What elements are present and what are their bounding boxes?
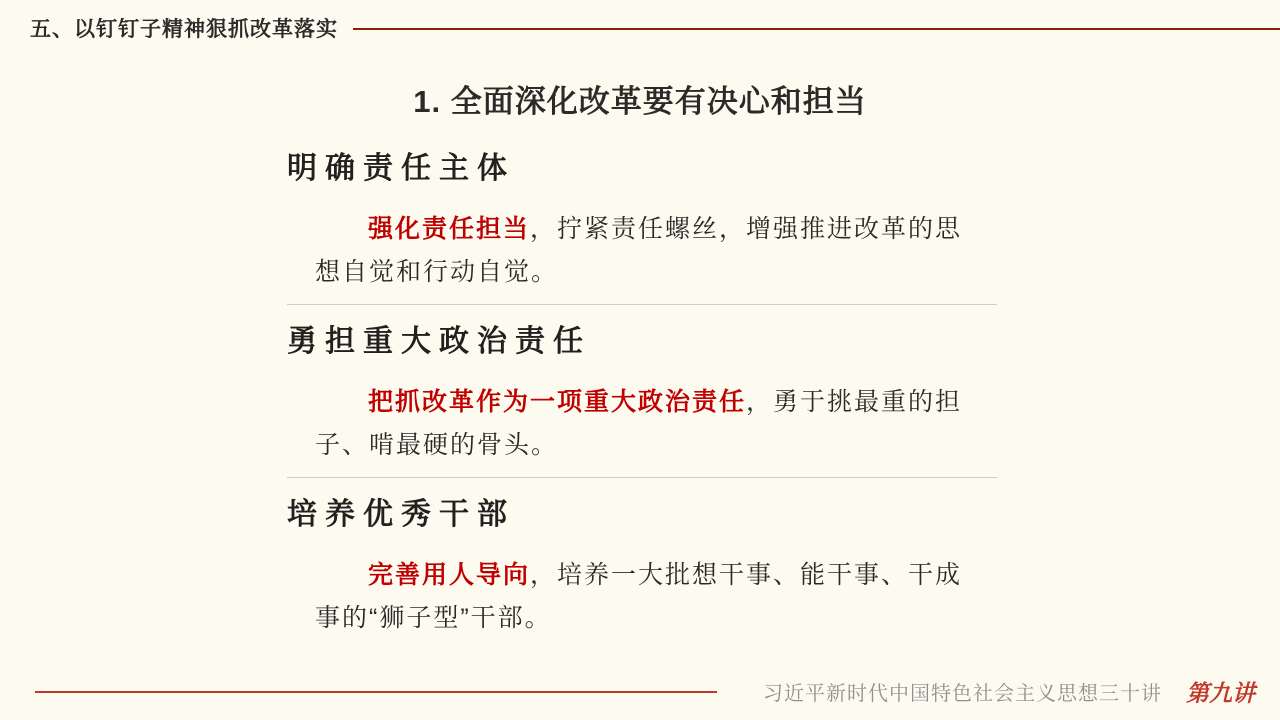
highlight-text: 完善用人导向 <box>368 561 531 589</box>
slide-kicker: 五、以钉钉子精神狠抓改革落实 <box>30 18 338 41</box>
footer <box>35 675 1255 708</box>
footer-lecture-badge: 第九讲 <box>1186 681 1255 706</box>
slide-title: 1. 全面深化改革要有决心和担当 <box>413 84 867 119</box>
body-text: ，勇于挑最重的担子、啃最硬的骨头。 <box>315 388 963 459</box>
highlight-text: 把抓改革作为一项重大政治责任 <box>368 388 747 416</box>
slide-content <box>287 140 997 640</box>
section-political-responsibility <box>287 321 997 467</box>
footer-source-title: 习近平新时代中国特色社会主义思想三十讲 <box>763 683 1162 705</box>
section-paragraph <box>315 208 971 294</box>
highlight-text: 强化责任担当 <box>368 215 531 243</box>
section-paragraph <box>315 554 971 640</box>
section-cultivate-cadres <box>287 494 997 640</box>
footer-rule <box>35 691 717 693</box>
section-heading: 培养优秀干部 <box>287 498 515 531</box>
section-heading: 勇担重大政治责任 <box>287 325 591 358</box>
section-paragraph <box>315 381 971 467</box>
section-divider <box>287 304 997 305</box>
section-divider <box>287 477 997 478</box>
section-heading: 明确责任主体 <box>287 152 515 185</box>
body-text: ，培养一大批想干事、能干事、干成事的“狮子型”干部。 <box>315 561 963 632</box>
top-rule <box>353 28 1280 30</box>
body-text: ，拧紧责任螺丝，增强推进改革的思想自觉和行动自觉。 <box>315 215 963 286</box>
section-responsibility-subject <box>287 148 997 294</box>
